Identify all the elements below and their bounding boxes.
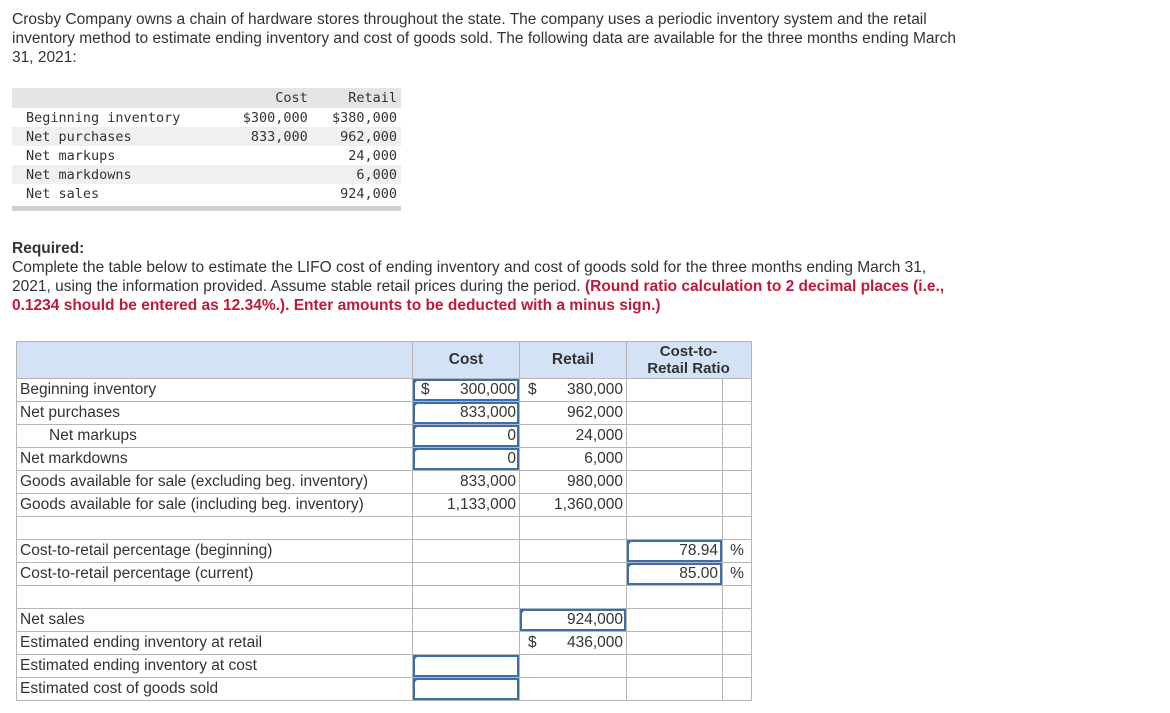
given-row — [12, 108, 401, 127]
header-cost: Cost — [413, 342, 520, 379]
table-row — [17, 678, 752, 701]
row-label: Beginning inventory — [17, 379, 413, 402]
table-row-blank — [17, 517, 752, 540]
percent-sign: % — [723, 540, 752, 563]
header-retail: Retail — [520, 342, 627, 379]
net-sales-retail-input[interactable]: 924,000 — [520, 609, 627, 632]
given-row-retail: $380,000 — [331, 109, 397, 126]
table-row — [17, 402, 752, 425]
required-text: Complete the table below to estimate the LIFO cost of ending inventory and cost of goods sold for the three months ending March 31, 2021, using the information provided. Assume stable retail prices during the period. — [12, 259, 927, 295]
row-label: Net markups — [17, 425, 413, 448]
row-label: Goods available for sale (excluding beg. inventory) — [17, 471, 413, 494]
row-label: Estimated ending inventory at cost — [17, 655, 413, 678]
given-row-label: Net markups — [26, 147, 116, 164]
beg-inv-retail: $ 380,000 — [520, 379, 627, 402]
net-markdowns-cost-input[interactable]: 0 — [413, 448, 520, 471]
net-purchases-retail: 962,000 — [520, 402, 627, 425]
net-markups-retail: 24,000 — [520, 425, 627, 448]
row-label: Net sales — [17, 609, 413, 632]
table-row — [17, 494, 752, 517]
given-row — [12, 184, 401, 209]
gafs-excl-cost: 833,000 — [413, 471, 520, 494]
cogs-input[interactable] — [413, 678, 520, 701]
gafs-incl-retail: 1,360,000 — [520, 494, 627, 517]
ending-inv-cost-input[interactable] — [413, 655, 520, 678]
row-label: Cost-to-retail percentage (beginning) — [17, 540, 413, 563]
given-row-retail: 6,000 — [312, 165, 401, 184]
table-row-blank — [17, 586, 752, 609]
table-row — [17, 540, 752, 563]
required-title: Required: — [12, 240, 85, 257]
table-row — [17, 563, 752, 586]
ctr-beginning-input[interactable]: 78.94 — [627, 540, 723, 563]
given-row-retail: 962,000 — [312, 127, 401, 146]
given-row-cost — [223, 165, 312, 184]
given-row — [12, 146, 401, 165]
gafs-incl-cost: 1,133,000 — [413, 494, 520, 517]
header-ratio: Cost-to- Retail Ratio — [627, 342, 752, 379]
given-row-label: Beginning inventory — [26, 109, 181, 126]
ending-inv-retail: $ 436,000 — [520, 632, 627, 655]
given-row-retail: 24,000 — [348, 147, 397, 164]
ctr-current-input[interactable]: 85.00 — [627, 563, 723, 586]
row-label: Cost-to-retail percentage (current) — [17, 563, 413, 586]
row-label: Net purchases — [17, 402, 413, 425]
required-section — [12, 239, 952, 315]
given-header-cost: Cost — [223, 88, 312, 108]
row-label: Goods available for sale (including beg. inventory) — [17, 494, 413, 517]
beg-inv-cost-input[interactable]: $ 300,000 — [413, 379, 520, 402]
table-row — [17, 425, 752, 448]
row-label: Estimated cost of goods sold — [17, 678, 413, 701]
table-row — [17, 632, 752, 655]
row-label: Estimated ending inventory at retail — [17, 632, 413, 655]
given-row-label: Net purchases — [12, 127, 223, 146]
gafs-excl-retail: 980,000 — [520, 471, 627, 494]
given-row-label: Net markdowns — [12, 165, 223, 184]
net-purchases-cost-input[interactable]: 833,000 — [413, 402, 520, 425]
required-note: (Round ratio calculation to 2 decimal places (i.e., 0.1234 should be entered as 12.34%.). Enter amounts to be deducted with a minus sign.) — [12, 278, 945, 314]
given-row-cost — [223, 184, 312, 209]
given-row-retail: 924,000 — [312, 184, 401, 209]
given-row-label: Net sales — [12, 184, 223, 209]
given-row-cost — [223, 146, 312, 165]
row-label: Net markdowns — [17, 448, 413, 471]
net-markdowns-retail: 6,000 — [520, 448, 627, 471]
given-row — [12, 165, 401, 184]
table-row — [17, 471, 752, 494]
given-row-cost: 833,000 — [223, 127, 312, 146]
worksheet-header-row — [17, 342, 752, 379]
table-row — [17, 655, 752, 678]
percent-sign: % — [723, 563, 752, 586]
table-row — [17, 379, 752, 402]
given-data-table — [12, 88, 401, 211]
problem-intro: Crosby Company owns a chain of hardware stores throughout the state. The company uses a periodic inventory system and the retail inventory method to estimate ending inventory and cost of goods sold. The following data are available for the three months ending March 31, 2021: — [12, 11, 957, 66]
given-header-retail: Retail — [312, 88, 401, 108]
worksheet-table — [16, 341, 752, 701]
given-row-cost: $300,000 — [242, 109, 308, 126]
table-row — [17, 448, 752, 471]
table-row — [17, 609, 752, 632]
given-row — [12, 127, 401, 146]
net-markups-cost-input[interactable]: 0 — [413, 425, 520, 448]
